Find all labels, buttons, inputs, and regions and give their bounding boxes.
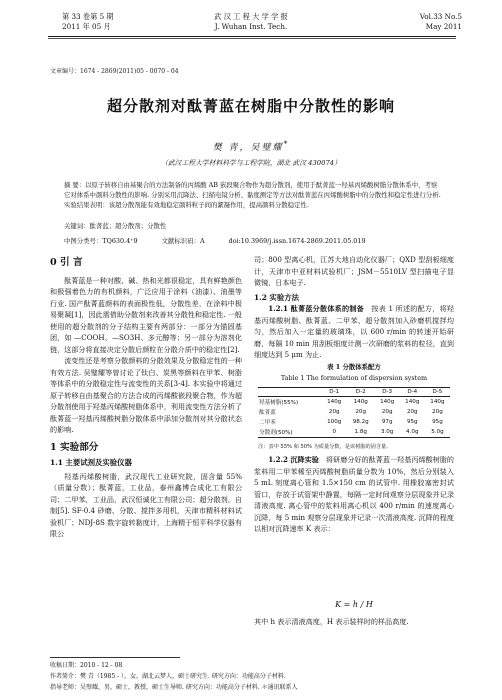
table-cell: 20g xyxy=(355,409,367,415)
section-1-heading: 1 实验部分 xyxy=(50,441,99,453)
header-right xyxy=(420,12,462,32)
keywords: 关键词：酞菁蓝；超分散剂；分散性 xyxy=(64,222,167,230)
table-cell: 140g xyxy=(430,399,445,405)
footnote-rule xyxy=(50,657,180,658)
materials-continued: 司；800 型离心机，江苏大地自动化仪器厂；QXD 型刮板细度计，天津市中亚材料试验机厂；JSM－5510LV 型扫描电子显微镜，日本电子. xyxy=(254,255,454,287)
table-row xyxy=(258,427,450,438)
materials-paragraph: 羟基丙烯酸树脂，武汉现代工业研究院，固含量 55%（质量分数）；酞菁蓝，工业品，泰州鑫博合成化工有限公司；二甲苯，工业品，武汉恒诚化工有限公司；超分散剂，自制[5]. SF-0.4 砂磨、分散、搅拌多用机，天津市精科材料试验机厂；NDJ-8S 数字旋转黏度计，上海精于恒平科学仪器有限公 xyxy=(50,471,242,538)
document-code: 文献标识码：A xyxy=(161,237,205,245)
table-cell: 140g xyxy=(353,399,368,405)
clc-number: 中图分类号：TQ630.4⁺9 xyxy=(64,237,138,245)
right-column-bottom xyxy=(254,454,454,535)
table-cell: 98.2g xyxy=(352,419,369,425)
settling-rate-formula: K = h / H xyxy=(335,600,373,609)
table-cell: 20g xyxy=(328,409,340,415)
subsection-1-2-heading: 1.2 实验方法 xyxy=(254,292,299,302)
author-bio: 作者简介：樊 青（1985 - ），女，湖北云梦人，硕士研究生. 研究方向：功能高分子材料. xyxy=(50,673,286,680)
table-header-cell: D-3 xyxy=(375,388,400,397)
table-cell: 3.0g xyxy=(375,427,400,438)
affiliation: （武汉工程大学材料科学与工程学院，湖北 武汉 430074） xyxy=(161,159,341,167)
volume-issue-en: Vol.33 No.5 xyxy=(419,12,462,21)
subsection-1-2-2-heading: 1.2.2 沉降实验 xyxy=(268,455,319,464)
table-cell: 20g xyxy=(406,409,418,415)
sedimentation-paragraph xyxy=(254,454,454,535)
table-cell: 100g xyxy=(327,419,342,425)
abstract: 摘 要：以原子转移自由基聚合的方法制备的丙烯酸 AB 嵌段聚合物作为超分散剂，使用于酞菁蓝一羟基丙烯酸树脂分散体系中，考察它对体系中颜料分散性的影响. 分别采用沉降法、扫描电镜分析、黏度测定等方法对酞菁蓝在丙烯酸树脂中的分散性和稳定性进行分析. 实验结果表明：该超分散剂能有效地稳定颜料粒子间的絮凝作用，提高颜料分散稳定性. xyxy=(64,181,441,209)
issue-date-en: May 2011 xyxy=(425,22,462,31)
preparation-text: 按表 1 所述的配方，将羟基丙烯酸树脂、酞菁蓝、二甲苯、超分散剂加入砂磨机搅拌均匀，然后加入一定量的玻璃珠，以 600 r/min 的转速开始研磨，每隔 10 min 用刮板细度计测一次研磨的浆料的粒径，直到细度达到 5 μm 为止. xyxy=(254,304,455,359)
article-number: 文章编号：1674 - 2869(2011)05 - 0070 - 04 xyxy=(50,68,179,75)
table-cell: 5.0g xyxy=(425,427,450,438)
authors xyxy=(0,139,502,153)
table-cell: 95g xyxy=(406,419,418,425)
table-row xyxy=(258,397,450,408)
table-cell: 140g xyxy=(405,399,420,405)
journal-name: 武 汉 工 程 大 学 学 报 xyxy=(214,12,288,21)
table-header-cell: D-5 xyxy=(425,388,450,397)
corresponding-mark: * xyxy=(283,139,290,148)
table-header-cell: D-4 xyxy=(400,388,425,397)
right-column-top xyxy=(254,254,454,361)
table-cell: 140g xyxy=(327,399,342,405)
table-cell: 95g xyxy=(432,419,443,425)
table-cell: 分散剂(50%) xyxy=(258,427,322,438)
table-cell: 20g xyxy=(432,409,443,415)
left-column xyxy=(50,257,242,540)
table-caption-en: Table 1 The formulation of dispersion system xyxy=(280,374,428,382)
table-cell: 4.0g xyxy=(400,427,425,438)
subsection-1-1-heading: 1.1 主要试剂及实验仪器 xyxy=(50,458,132,467)
author-names: 樊 青，吴璧耀 xyxy=(212,143,284,153)
table-cell: 140g xyxy=(380,399,395,405)
table-cell: 0 xyxy=(322,427,347,438)
received-date: 收稿日期：2010 - 12 - 08 xyxy=(50,662,123,669)
table-row xyxy=(258,417,450,427)
subsection-1-2-1-heading: 1.2.1 酞菁蓝分散体系的制备 xyxy=(268,304,365,313)
table-cell: 97g xyxy=(381,419,393,425)
sedimentation-text: 将研磨分好的酞菁蓝一羟基丙烯酸树脂的浆料用二甲苯稀至丙烯酸树脂质量分数为 10%，然后分别装入 5 mL 刻度离心管和 1.5×150 cm 的试管中. 用橡胶塞密封试管口，存放于试管架中静置，每隔一定时间观察分层现象并记录清液高度. 离心管中的浆料用离心机以 400 r/min 的速度离心沉降，每 5 min 观察分层现象并记录一次清液高度. 沉降的程度以相对沉降速率 K 表示： xyxy=(254,455,455,533)
paper-title: 超分散剂对酞菁蓝在树脂中分散性的影响 xyxy=(106,97,395,115)
table-header-cell xyxy=(258,388,322,397)
preparation-paragraph xyxy=(254,303,454,361)
volume-issue: 第 33 卷第 5 期 xyxy=(62,12,114,21)
table-cell: 1.8g xyxy=(347,427,375,438)
header-rule xyxy=(48,36,456,37)
table-row xyxy=(258,407,450,417)
table-header-row xyxy=(258,388,450,397)
formulation-table xyxy=(258,387,450,438)
header-rule-thin xyxy=(48,38,456,39)
intro-paragraph-1: 酞菁蓝是一种对酸、碱、热和光都很稳定，具有鲜艳颜色和极强着色力的有机颜料，广泛应用于涂料（油漆）、油墨等行业. 国产酞菁蓝颜料的表面极性低，分散性差，在涂料中极易聚凝[1]，因此需借助分散剂来改善其分散性和稳定性. 一般使用的超分散剂的分子结构主要有两部分：一部分为锚固基团，如 —COOH、—SO3H、多元醇等；另一部分为溶剂化链，这部分将直接决定分散后颜粒在分散介质中的稳定性[2]. xyxy=(50,275,242,354)
table-cell: 20g xyxy=(381,409,393,415)
journal-name-en: J. Wuhan Inst. Tech. xyxy=(214,22,288,31)
classification-line xyxy=(64,236,442,245)
formula-explanation: 其中 h 表示清液高度，H 表示装样时的样品高度. xyxy=(254,617,409,626)
issue-date: 2011 年 05 月 xyxy=(62,22,111,31)
advisor-info: 指导老师：吴璧耀，男，硕士，教授，硕士生导师. 研究方向：功能高分子材料. ＊通讯联系人 xyxy=(50,684,298,691)
table-caption-cn: 表 1 分散体系配方 xyxy=(327,363,381,371)
table-cell: 酞菁蓝 xyxy=(259,410,276,416)
table-cell: 羟基树脂(55%) xyxy=(259,400,299,406)
table-cell: 二甲苯 xyxy=(259,420,276,426)
table-note: 注：表中 55% 和 50% 为质量分数，是该树脂的固含量. xyxy=(258,444,388,450)
intro-paragraph-2: 流变性还是考察分散颜料的分散效果及分散稳定性的一种有效方法. 吴璧耀等曾讨论了钛白、炭黑等颜料在甲苯、树脂等体系中的分散稳定性与流变性的关系[3-4]. 本实验中将通过原子转移自由基聚合的方法合成的丙烯酸嵌段聚合物，作为超分散剂使用于羟基丙烯酸树脂体系中，利用流变性方法分析了酞菁蓝一羟基丙烯酸树脂分散体系中添加分散剂对其分散状态的影响. xyxy=(50,356,242,434)
table-header-cell: D-1 xyxy=(322,388,347,397)
table-header-cell: D-2 xyxy=(347,388,375,397)
section-0-heading: 0 引 言 xyxy=(50,257,83,268)
doi: doi:10.3969/j.issn.1674-2869.2011.05.019 xyxy=(228,237,366,245)
